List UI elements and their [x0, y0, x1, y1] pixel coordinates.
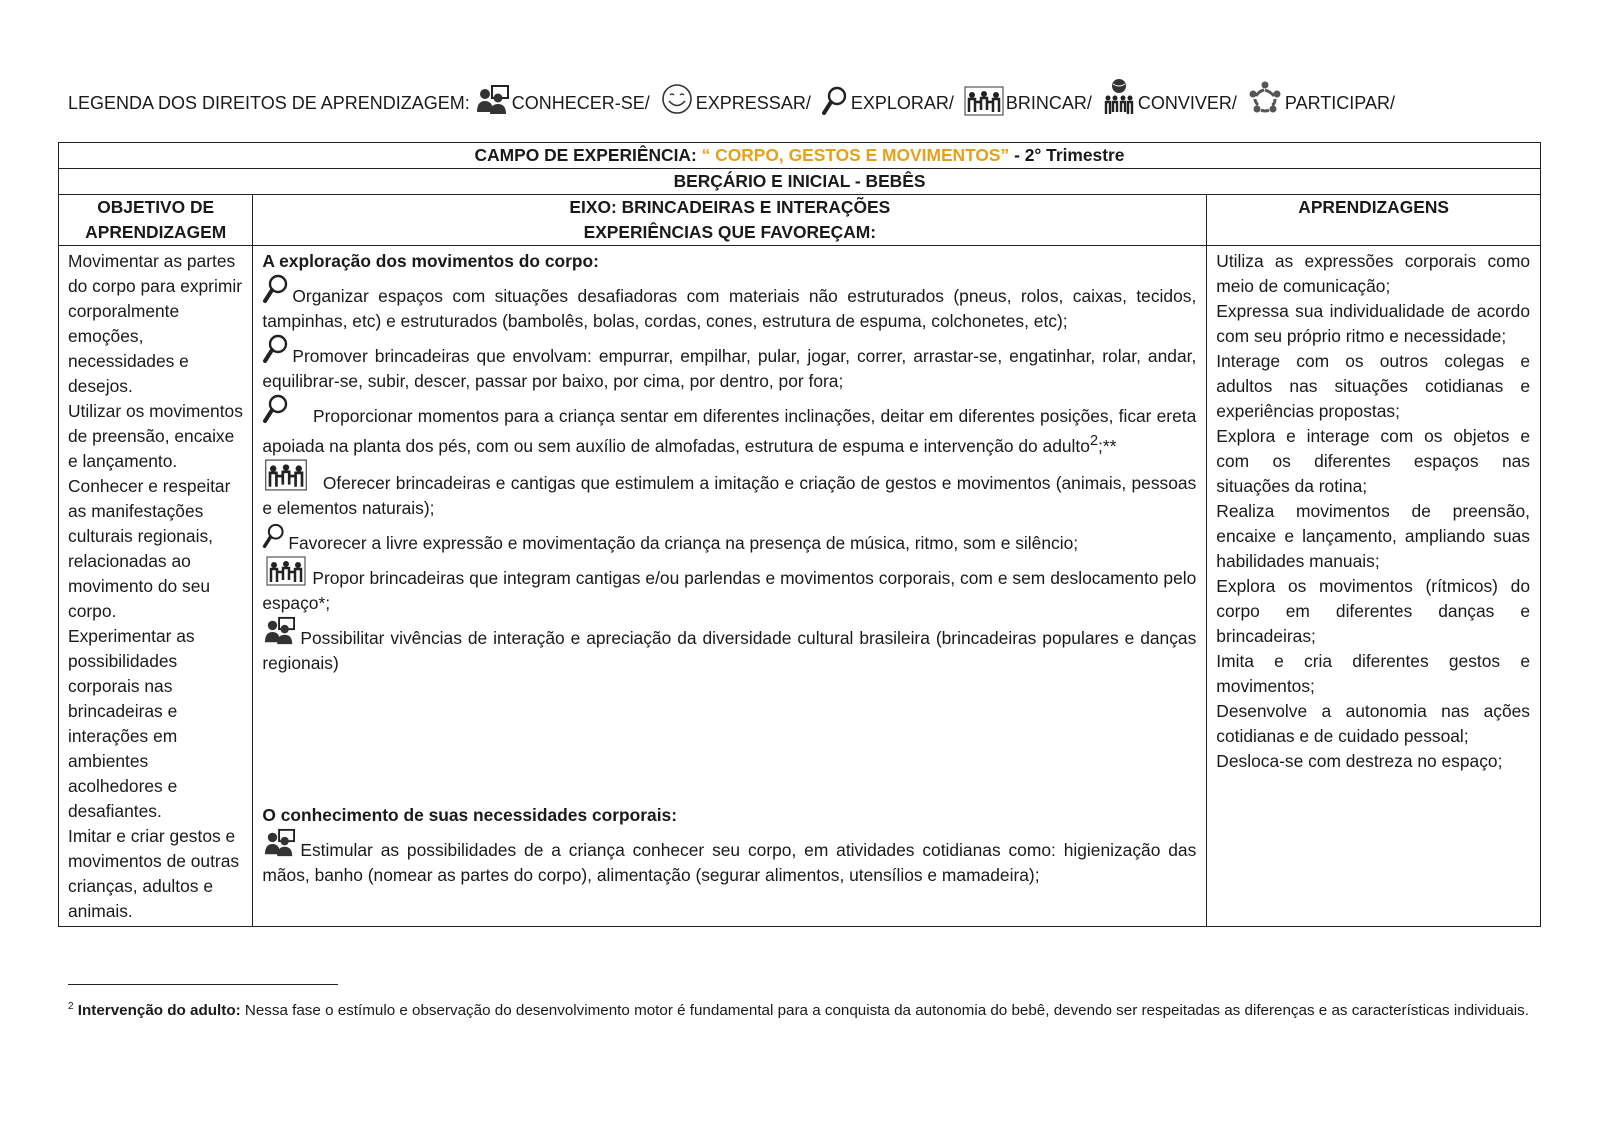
footnote-divider	[68, 984, 338, 985]
people-board-icon	[476, 84, 510, 116]
legend-item-explorar	[821, 86, 954, 116]
play-group-icon	[262, 459, 310, 491]
magnifier-icon	[262, 521, 286, 551]
col-header-aprendizagens: APRENDIZAGENS	[1207, 195, 1541, 246]
legend-label: LEGENDA DOS DIREITOS DE APRENDIZAGEM:	[68, 93, 470, 113]
aprendizagem-item: Explora os movimentos (rítmicos) do corpo em diferentes danças e brincadeiras;	[1216, 576, 1530, 646]
aprendizagem-item: Realiza movimentos de preensão, encaixe e lançamento, ampliando suas habilidades manuais;	[1216, 501, 1530, 571]
experiencia-text: Proporcionar momentos para a criança sentar em diferentes inclinações, deitar em diferentes posições, ficar ereta apoiada na planta dos pés, com ou sem auxílio de almofadas, estrutura de espuma e intervenção do adulto	[262, 406, 1197, 456]
spacer	[262, 676, 1196, 803]
experiencia-text: Promover brincadeiras que envolvam: empurrar, empilhar, pular, jogar, correr, arrastar-se, engatinhar, rolar, andar, equilibrar-se, subir, descer, passar por baixo, por cima, por dentro, por fora;	[262, 346, 1197, 391]
magnifier-icon	[262, 334, 290, 364]
objetivo-item: Conhecer e respeitar as manifestações culturais regionais, relacionadas ao movimento do seu corpo.	[68, 476, 231, 621]
content-row	[59, 246, 1541, 927]
aprendizagem-item: Desenvolve a autonomia nas ações cotidianas e de cuidado pessoal;	[1216, 701, 1530, 746]
campo-name: “ CORPO, GESTOS E MOVIMENTOS”	[701, 145, 1010, 165]
col-header-eixo	[253, 195, 1207, 246]
globe-family-icon	[1102, 78, 1136, 116]
smiley-icon	[660, 82, 694, 116]
magnifier-icon	[821, 86, 849, 116]
legend-item-brincar	[964, 86, 1092, 116]
legend-text-brincar: BRINCAR/	[1005, 93, 1092, 113]
objetivo-item: Utilizar os movimentos de preensão, encaixe e lançamento.	[68, 401, 243, 471]
subtitle: BERÇÁRIO E INICIAL - BEBÊS	[59, 169, 1541, 195]
experiencias-cell	[253, 246, 1207, 927]
subtitle-row	[59, 169, 1541, 195]
col-header-objetivo: OBJETIVO DE APRENDIZAGEM	[59, 195, 253, 246]
campo-header	[59, 143, 1541, 169]
footnote	[68, 994, 1538, 1023]
experiencias-title: EXPERIÊNCIAS QUE FAVOREÇAM:	[583, 222, 877, 242]
legend-text-explorar: EXPLORAR/	[850, 93, 954, 113]
curriculum-table	[58, 142, 1541, 927]
legend-item-conviver	[1102, 78, 1237, 116]
section-title-necessidades: O conhecimento de suas necessidades corporais:	[262, 804, 677, 825]
column-header-row	[59, 195, 1541, 246]
objetivo-item: Imitar e criar gestos e movimentos de outras crianças, adultos e animais.	[68, 826, 240, 921]
experiencia-item	[262, 274, 1196, 334]
legend-text-conviver: CONVIVER/	[1137, 93, 1237, 113]
play-group-icon	[262, 556, 310, 586]
legend-text-conhecer: CONHECER-SE/	[511, 93, 650, 113]
people-board-icon	[262, 616, 298, 646]
legend	[68, 66, 1548, 116]
experiencia-text: Possibilitar vivências de interação e apreciação da diversidade cultural brasileira (brincadeiras populares e danças regionais)	[262, 627, 1197, 673]
experiencia-item	[262, 521, 1196, 556]
campo-suffix: - 2° Trimestre	[1014, 145, 1125, 165]
objetivos-cell	[59, 246, 253, 927]
experiencia-text: Estimular as possibilidades de a criança conhecer seu corpo, em atividades cotidianas como: higienização das mãos, banho (nomear as partes do corpo), alimentação (segurar alimentos, utensílios e mamadeira);	[262, 839, 1197, 885]
experiencia-text: Oferecer brincadeiras e cantigas que estimulem a imitação e criação de gestos e movimentos (animais, pessoas e elementos naturais);	[262, 472, 1197, 518]
footnote-tail: ;**	[1098, 435, 1117, 456]
legend-item-expressar	[660, 82, 811, 116]
aprendizagem-item: Imita e cria diferentes gestos e movimentos;	[1216, 651, 1530, 696]
aprendizagem-item: Desloca-se com destreza no espaço;	[1216, 751, 1503, 771]
aprendizagem-item: Interage com os outros colegas e adultos nas situações cotidianas e experiências propostas;	[1216, 351, 1530, 421]
footnote-bold: Intervenção do adulto:	[77, 1002, 241, 1020]
aprendizagem-item: Utiliza as expressões corporais como meio de comunicação;	[1216, 251, 1530, 296]
experiencia-text: Favorecer a livre expressão e movimentação da criança na presença de música, ritmo, som e silêncio;	[288, 532, 1079, 553]
section-title-exploracao: A exploração dos movimentos do corpo:	[262, 251, 599, 271]
objetivo-item: Movimentar as partes do corpo para exprimir corporalmente emoções, necessidades e desejos.	[68, 251, 242, 396]
play-group-icon	[964, 86, 1004, 116]
eixo-title: EIXO: BRINCADEIRAS E INTERAÇÕES	[569, 197, 891, 217]
legend-text-expressar: EXPRESSAR/	[695, 93, 811, 113]
aprendizagem-item: Expressa sua individualidade de acordo com seu próprio ritmo e necessidade;	[1216, 301, 1530, 346]
experiencia-item	[262, 394, 1196, 459]
participate-circle-icon	[1247, 80, 1283, 116]
legend-item-conhecer	[476, 84, 650, 116]
experiencia-item	[262, 334, 1196, 394]
magnifier-icon	[262, 394, 290, 424]
aprendizagens-cell	[1207, 246, 1541, 927]
campo-row	[59, 143, 1541, 169]
experiencia-item	[262, 459, 1196, 521]
objetivo-item: Experimentar as possibilidades corporais nas brincadeiras e interações em ambientes acolhedores e desafiantes.	[68, 626, 195, 821]
campo-prefix: CAMPO DE EXPERIÊNCIA:	[474, 145, 697, 165]
legend-item-participar	[1247, 80, 1395, 116]
magnifier-icon	[262, 274, 290, 304]
footnote-ref[interactable]: 2	[1089, 433, 1099, 449]
legend-text-participar: PARTICIPAR/	[1284, 93, 1395, 113]
experiencia-text: Organizar espaços com situações desafiadoras com materiais não estruturados (pneus, rolos, caixas, tecidos, tampinhas, etc) e estruturados (bambolês, bolas, cordas, cones, estrutura de espuma, colchonetes, etc);	[262, 286, 1197, 331]
experiencia-text: Propor brincadeiras que integram cantigas e/ou parlendas e movimentos corporais, com e sem deslocamento pelo espaço*;	[262, 567, 1197, 613]
footnote-number: 2	[68, 1001, 74, 1012]
experiencia-item	[262, 556, 1196, 616]
aprendizagem-item: Explora e interage com os objetos e com os diferentes espaços nas situações da rotina;	[1216, 426, 1530, 496]
experiencia-item	[262, 616, 1196, 676]
footnote-text: Nessa fase o estímulo e observação do desenvolvimento motor é fundamental para a conquista da autonomia do bebê, devendo ser respeitadas as diferenças e as características individuais.	[240, 1002, 1529, 1020]
experiencia-item	[262, 828, 1196, 888]
people-board-icon	[262, 828, 298, 858]
